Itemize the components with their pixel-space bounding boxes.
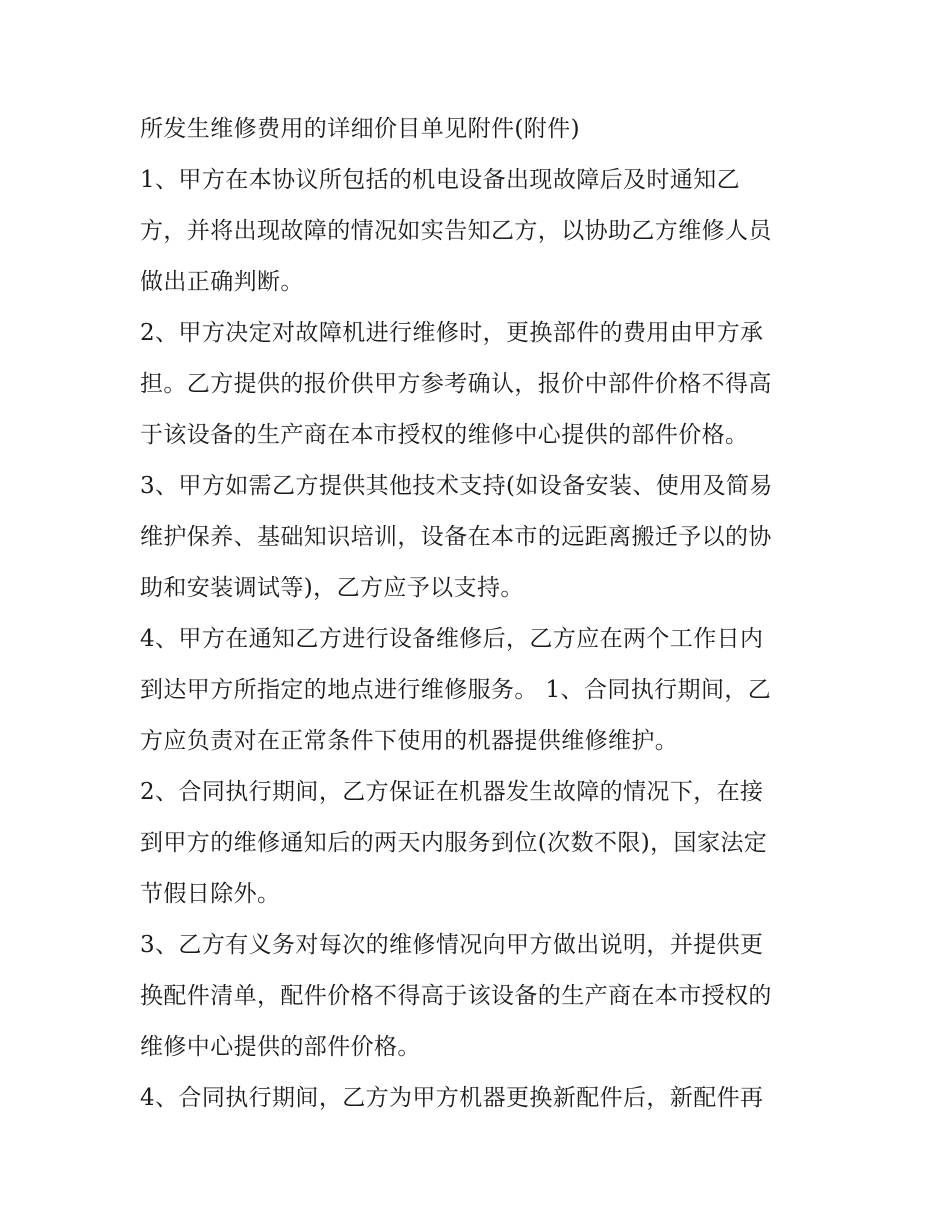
document-body [140, 104, 820, 1124]
text-line: 做出正确判断。 [140, 269, 304, 295]
text-line: 节假日除外。 [140, 881, 281, 907]
text-line: 换配件清单，配件价格不得高于该设备的生产商在本市授权的 [140, 983, 772, 1009]
text-line: 4、甲方在通知乙方进行设备维修后，乙方应在两个工作日内 [140, 626, 764, 652]
text-line: 到甲方的维修通知后的两天内服务到位(次数不限)，国家法定 [140, 830, 768, 856]
text-line: 助和安装调试等)，乙方应予以支持。 [140, 575, 524, 601]
text-line: 2、合同执行期间，乙方保证在机器发生故障的情况下，在接 [140, 779, 764, 805]
text-line: 3、甲方如需乙方提供其他技术支持(如设备安装、使用及简易 [140, 473, 773, 499]
text-line: 维护保养、基础知识培训，设备在本市的远距离搬迁予以的协 [140, 524, 772, 550]
text-line: 1、甲方在本协议所包括的机电设备出现故障后及时通知乙 [140, 167, 741, 193]
text-line: 3、乙方有义务对每次的维修情况向甲方做出说明，并提供更 [140, 932, 764, 958]
text-line: 所发生维修费用的详细价目单见附件(附件) [140, 116, 580, 142]
text-line: 于该设备的生产商在本市授权的维修中心提供的部件价格。 [140, 422, 749, 448]
text-line: 方应负责对在正常条件下使用的机器提供维修维护。 [140, 728, 679, 754]
text-line: 4、合同执行期间，乙方为甲方机器更换新配件后，新配件再 [140, 1085, 764, 1111]
text-line: 到达甲方所指定的地点进行维修服务。 1、合同执行期间，乙 [140, 677, 772, 703]
text-line: 2、甲方决定对故障机进行维修时，更换部件的费用由甲方承 [140, 320, 764, 346]
text-line: 维修中心提供的部件价格。 [140, 1034, 421, 1060]
text-line: 方，并将出现故障的情况如实告知乙方，以协助乙方维修人员 [140, 218, 772, 244]
text-line: 担。乙方提供的报价供甲方参考确认，报价中部件价格不得高 [140, 371, 772, 397]
